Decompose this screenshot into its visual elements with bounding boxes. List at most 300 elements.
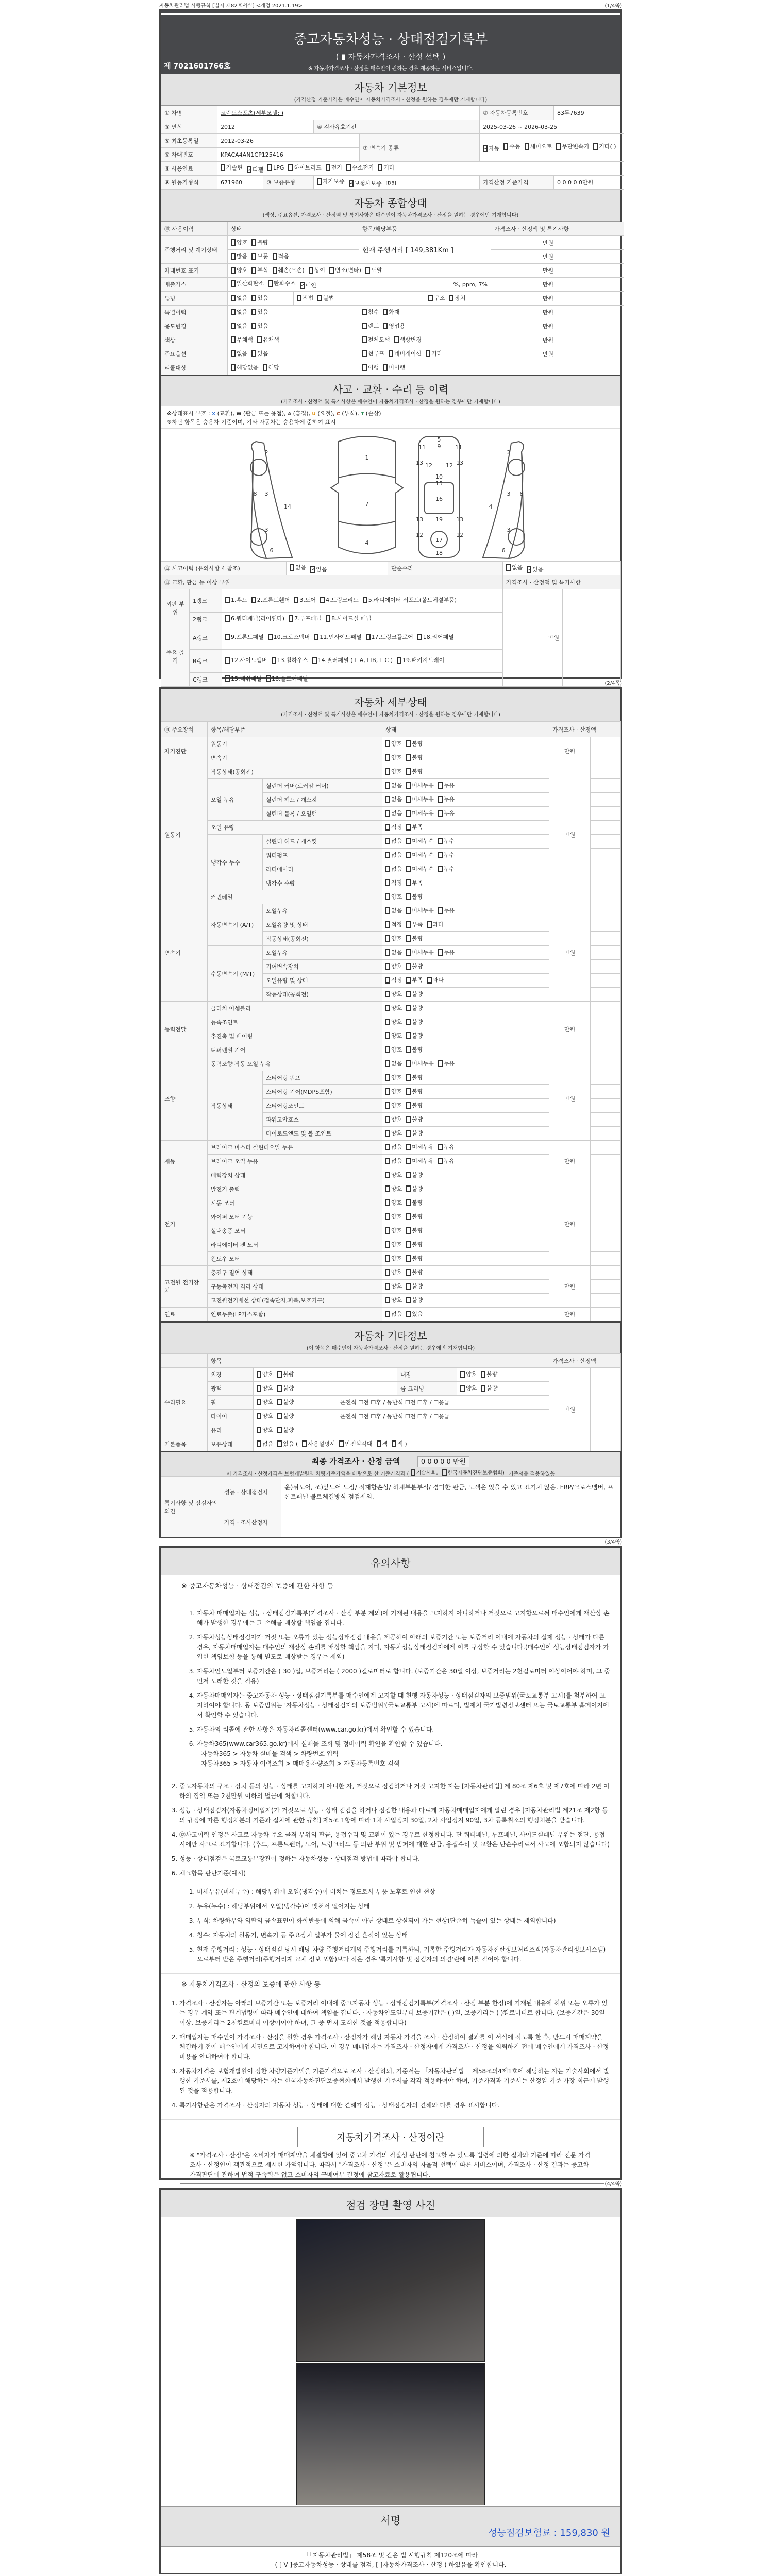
checkbox[interactable] bbox=[442, 1468, 505, 1476]
label: ② 자동차등록번호 bbox=[480, 106, 554, 120]
inspection-photo-lift bbox=[296, 2363, 485, 2505]
checkbox[interactable] bbox=[503, 141, 520, 153]
checkbox[interactable] bbox=[406, 1157, 434, 1165]
checkbox[interactable] bbox=[268, 279, 296, 287]
checkbox[interactable] bbox=[385, 878, 402, 887]
exterior-state bbox=[254, 1368, 397, 1382]
checkbox[interactable] bbox=[225, 674, 262, 683]
checkbox-label: 불량 bbox=[412, 1130, 423, 1137]
checkbox[interactable] bbox=[406, 906, 434, 914]
final-price bbox=[161, 1451, 620, 1476]
checkbox[interactable] bbox=[225, 656, 267, 665]
checkbox[interactable] bbox=[317, 177, 345, 185]
checkbox[interactable] bbox=[406, 837, 434, 845]
diagram-part-number: 11 bbox=[418, 444, 426, 451]
checkbox[interactable] bbox=[385, 1031, 402, 1040]
interior-state bbox=[457, 1368, 549, 1382]
label: 주행거리 및 계기상태 bbox=[161, 236, 228, 264]
checkbox[interactable] bbox=[406, 878, 423, 887]
checkbox[interactable] bbox=[385, 990, 402, 998]
checkbox[interactable] bbox=[231, 252, 247, 260]
checkbox[interactable] bbox=[277, 1370, 294, 1378]
checkbox-label: 양호 bbox=[391, 1241, 402, 1248]
checkbox[interactable] bbox=[406, 767, 423, 775]
checkbox[interactable] bbox=[257, 1439, 273, 1448]
checkbox[interactable] bbox=[225, 633, 264, 641]
checkbox[interactable] bbox=[438, 865, 455, 873]
checkbox[interactable] bbox=[527, 565, 543, 573]
checkbox-label: 누유 bbox=[443, 1158, 455, 1165]
basic-items-held bbox=[257, 1442, 302, 1449]
checkbox[interactable] bbox=[406, 1226, 423, 1234]
other-header bbox=[161, 1321, 620, 1353]
checkbox[interactable] bbox=[385, 1129, 402, 1137]
checkbox[interactable] bbox=[231, 349, 247, 358]
sub-item-label: 작동상태(공회전) bbox=[263, 988, 382, 1002]
diagram-part-number: 4 bbox=[489, 503, 493, 510]
checkbox[interactable] bbox=[251, 238, 268, 246]
checkbox[interactable] bbox=[266, 674, 308, 683]
checkbox[interactable] bbox=[302, 1439, 335, 1448]
checkbox[interactable] bbox=[349, 179, 382, 188]
checkbox[interactable] bbox=[428, 294, 445, 302]
checkbox[interactable] bbox=[297, 294, 313, 302]
checkbox[interactable] bbox=[406, 1018, 423, 1026]
checkbox[interactable] bbox=[263, 363, 279, 371]
checkbox[interactable] bbox=[556, 141, 589, 153]
checkbox[interactable] bbox=[317, 294, 334, 302]
checkbox[interactable] bbox=[406, 1045, 423, 1054]
checkbox[interactable] bbox=[385, 781, 402, 789]
checkbox[interactable] bbox=[406, 753, 423, 761]
section-subtitle: (이 항목은 매수인이 자동차가격조사 · 산정을 원하는 경우에만 기재합니다) bbox=[306, 1346, 475, 1351]
checkbox[interactable] bbox=[272, 656, 308, 665]
checkbox[interactable] bbox=[406, 948, 434, 956]
checkbox[interactable] bbox=[378, 163, 394, 172]
checkbox-label: 일산화탄소 bbox=[237, 280, 264, 287]
checkbox[interactable] bbox=[392, 1439, 407, 1448]
item-label: 시동 모터 bbox=[208, 1196, 382, 1210]
item-state bbox=[382, 1057, 549, 1071]
checkbox[interactable] bbox=[483, 143, 499, 155]
checkbox[interactable] bbox=[385, 865, 402, 873]
checkbox[interactable] bbox=[383, 308, 399, 316]
checkbox[interactable] bbox=[277, 1439, 298, 1448]
checkbox-label: 불량 bbox=[486, 1385, 498, 1392]
checkbox[interactable] bbox=[329, 266, 361, 274]
checkbox[interactable] bbox=[481, 1384, 497, 1392]
rank-items bbox=[222, 650, 503, 673]
section-subtitle: (가격조사 · 산정액 및 특기사항은 매수인이 자동차가격조사 · 산정을 원하는 경우에만 기재합니다) bbox=[281, 399, 500, 405]
checkbox[interactable] bbox=[481, 1370, 497, 1378]
checkbox[interactable] bbox=[326, 614, 372, 623]
checkbox[interactable] bbox=[247, 165, 263, 174]
checkbox[interactable] bbox=[362, 308, 379, 316]
checkbox[interactable] bbox=[385, 1143, 402, 1151]
checkbox-label: 영업용 bbox=[389, 323, 406, 330]
checkbox[interactable] bbox=[385, 1198, 402, 1207]
checkbox[interactable] bbox=[273, 266, 305, 274]
checkbox[interactable] bbox=[251, 349, 268, 358]
checkbox[interactable] bbox=[406, 934, 423, 942]
checkbox[interactable] bbox=[385, 1184, 402, 1193]
checkbox-label: 수동 bbox=[509, 143, 520, 150]
checkbox[interactable] bbox=[406, 739, 423, 748]
checkbox[interactable] bbox=[385, 906, 402, 914]
checkbox[interactable] bbox=[406, 1184, 423, 1193]
checkbox[interactable] bbox=[290, 563, 306, 571]
checkbox[interactable] bbox=[362, 363, 379, 371]
checkbox[interactable] bbox=[411, 1468, 438, 1476]
checkbox[interactable] bbox=[406, 1087, 423, 1095]
checkbox[interactable] bbox=[251, 294, 268, 302]
registration-number: 83두7639 bbox=[554, 106, 624, 120]
checkbox[interactable] bbox=[231, 238, 247, 246]
tuning bbox=[228, 292, 294, 306]
checkbox-label: 9.프론트패널 bbox=[231, 634, 264, 640]
checkbox[interactable] bbox=[385, 1268, 402, 1276]
checkbox[interactable] bbox=[406, 1143, 434, 1151]
checkbox[interactable] bbox=[406, 1031, 423, 1040]
checkbox-label: 17.트렁크플로어 bbox=[371, 634, 413, 640]
checkbox-label: 양호 bbox=[262, 1371, 274, 1378]
checkbox[interactable] bbox=[251, 266, 268, 274]
checkbox[interactable] bbox=[385, 739, 402, 748]
checkbox[interactable] bbox=[377, 1439, 388, 1448]
checkbox[interactable] bbox=[406, 1254, 423, 1262]
checkbox[interactable] bbox=[326, 163, 342, 172]
sub-item-label: 오일누유 bbox=[263, 904, 382, 918]
checkbox[interactable] bbox=[231, 363, 259, 371]
item-state bbox=[382, 1071, 549, 1085]
column-header: 상태 bbox=[228, 222, 359, 236]
checkbox[interactable] bbox=[251, 321, 268, 330]
checkbox-label: 12.사이드멤버 bbox=[231, 657, 267, 664]
checkbox[interactable] bbox=[427, 976, 444, 984]
list-item: 2. 누유(누수) : 해당부위에서 오일(냉각수)이 맺혀서 떨어지는 상태 bbox=[197, 1902, 610, 1911]
checkbox[interactable] bbox=[385, 1254, 402, 1262]
checkbox[interactable] bbox=[438, 809, 455, 817]
checkbox[interactable] bbox=[406, 865, 434, 873]
checkbox[interactable] bbox=[257, 1426, 273, 1434]
checkbox[interactable] bbox=[310, 565, 327, 573]
checkbox[interactable] bbox=[406, 1310, 423, 1318]
checkbox[interactable] bbox=[277, 1426, 294, 1434]
checkbox[interactable] bbox=[363, 596, 457, 604]
vin: KPACA4AN1CP125416 bbox=[217, 148, 360, 162]
checkbox[interactable] bbox=[385, 1101, 402, 1109]
checkbox[interactable] bbox=[406, 851, 434, 859]
checkbox[interactable] bbox=[449, 294, 465, 302]
photos-header bbox=[161, 2190, 620, 2217]
checkbox[interactable] bbox=[406, 823, 423, 831]
checkbox-label: 누수 bbox=[443, 852, 455, 859]
item-state bbox=[382, 1155, 549, 1168]
label: 외판 부위 bbox=[161, 589, 190, 626]
label: 수리필요 bbox=[161, 1368, 208, 1437]
checkbox[interactable] bbox=[267, 164, 284, 171]
checkbox-label: 불량 bbox=[412, 991, 423, 998]
checkbox-label: 미이행 bbox=[389, 364, 406, 371]
checkbox-label: 적정 bbox=[391, 921, 402, 928]
column-header: ⑪ 사용이력 bbox=[161, 222, 228, 236]
checkbox[interactable] bbox=[362, 321, 379, 330]
sub-item-label: 실린더 헤드 / 개스킷 bbox=[263, 793, 382, 807]
checkbox[interactable] bbox=[385, 795, 402, 803]
item-label: 자동변속기 (A/T) bbox=[208, 904, 263, 946]
checkbox[interactable] bbox=[438, 781, 455, 789]
checkbox[interactable] bbox=[277, 1384, 294, 1392]
checkbox-label: 사용설명서 bbox=[308, 1440, 335, 1448]
checkbox[interactable] bbox=[438, 851, 455, 859]
device-group: 전기 bbox=[161, 1182, 208, 1266]
checkbox-label: 불량 bbox=[283, 1399, 294, 1406]
checkbox-label: 없음 bbox=[391, 907, 402, 914]
checkbox[interactable] bbox=[406, 1101, 423, 1109]
checkbox[interactable] bbox=[406, 781, 434, 789]
checkbox[interactable] bbox=[385, 823, 402, 831]
item-state bbox=[382, 918, 549, 932]
label: 특별이력 bbox=[161, 306, 228, 319]
detail-row bbox=[161, 1002, 621, 1015]
item-state bbox=[382, 1182, 549, 1196]
checkbox[interactable] bbox=[406, 1059, 434, 1067]
checkbox[interactable] bbox=[525, 141, 552, 153]
checkbox[interactable] bbox=[406, 795, 434, 803]
checkbox[interactable] bbox=[460, 1370, 477, 1378]
checkbox[interactable] bbox=[406, 1073, 423, 1081]
checkbox-label: 화재 bbox=[389, 309, 400, 316]
list-item: 4. 자동차매매업자는 중고자동차 성능 · 상태점검기록부를 매수인에게 고지할 때 현행 자동차성능 · 상태점검자의 보증범위(국토교통부 고시)를 첨부하여 고지하여야 합니다. 동 보증범위는 '자동차성능 · 상태점검자의 보증범위'(국토교통부 고시)에 따르며, 법제처 국가법령정보센터 또는 국토교통부 홈페이지에서 확인할 수 있습니다. bbox=[197, 1691, 610, 1720]
checkbox[interactable] bbox=[385, 976, 402, 984]
checkbox[interactable] bbox=[460, 1384, 477, 1392]
checkbox[interactable] bbox=[385, 1240, 402, 1248]
checkbox[interactable] bbox=[394, 335, 422, 344]
price-unit: 만원 bbox=[503, 589, 563, 687]
inspection-photo-front bbox=[296, 2219, 485, 2362]
symbol-c: C (부식), bbox=[337, 410, 361, 417]
checkbox[interactable] bbox=[406, 976, 423, 984]
checkbox[interactable] bbox=[385, 837, 402, 845]
checkbox[interactable] bbox=[383, 363, 405, 371]
checkbox[interactable] bbox=[438, 948, 455, 956]
symbol-u: U (요철), bbox=[312, 410, 337, 417]
checkbox[interactable] bbox=[312, 656, 393, 665]
checkbox[interactable] bbox=[397, 656, 444, 665]
checkbox-label: 양호 bbox=[391, 740, 402, 748]
checkbox[interactable] bbox=[406, 892, 423, 901]
section-title: 자동차 세부상태 bbox=[354, 696, 427, 708]
special-history-kind bbox=[359, 306, 491, 319]
checkbox[interactable] bbox=[438, 906, 455, 914]
checkbox[interactable] bbox=[385, 1282, 402, 1290]
checkbox-label: 보통 bbox=[257, 253, 268, 260]
checkbox[interactable] bbox=[438, 1059, 455, 1067]
checkbox[interactable] bbox=[314, 633, 361, 641]
checkbox[interactable] bbox=[273, 252, 289, 260]
checkbox[interactable] bbox=[406, 1268, 423, 1276]
checkbox[interactable] bbox=[406, 1282, 423, 1290]
checkbox[interactable] bbox=[385, 1157, 402, 1165]
form-caption: 자동차관리법 시행규칙 [별지 제82호서식] <개정 2021.1.19> bbox=[159, 3, 303, 9]
checkbox[interactable] bbox=[385, 1073, 402, 1081]
checkbox[interactable] bbox=[257, 1384, 273, 1392]
checkbox[interactable] bbox=[385, 948, 402, 956]
checkbox[interactable] bbox=[385, 851, 402, 859]
checkbox[interactable] bbox=[385, 767, 402, 775]
checkbox[interactable] bbox=[406, 962, 423, 970]
checkbox[interactable] bbox=[231, 308, 247, 316]
checkbox[interactable] bbox=[289, 614, 322, 623]
checkbox[interactable] bbox=[385, 1004, 402, 1012]
label: 외장 bbox=[208, 1368, 254, 1382]
checkbox[interactable] bbox=[385, 962, 402, 970]
checkbox[interactable] bbox=[593, 141, 616, 153]
checkbox[interactable] bbox=[257, 1370, 273, 1378]
checkbox[interactable] bbox=[385, 892, 402, 901]
checkbox[interactable] bbox=[438, 1157, 455, 1165]
page-number: (3/4쪽) bbox=[604, 1539, 622, 1545]
checkbox[interactable] bbox=[365, 266, 382, 274]
checkbox[interactable] bbox=[427, 920, 444, 928]
checkbox[interactable] bbox=[406, 1212, 423, 1221]
checkbox[interactable] bbox=[225, 614, 284, 623]
item-state bbox=[382, 1099, 549, 1113]
diagram-part-number: 12 bbox=[456, 532, 463, 538]
checkbox[interactable] bbox=[251, 596, 290, 604]
checkbox[interactable] bbox=[385, 1045, 402, 1054]
checkbox[interactable] bbox=[385, 1115, 402, 1123]
detail-row bbox=[161, 1266, 621, 1280]
item-state bbox=[382, 1224, 549, 1238]
price-unit: 만원 bbox=[491, 250, 557, 264]
checkbox-label: 없음 bbox=[391, 949, 402, 956]
checkbox[interactable] bbox=[389, 349, 422, 358]
checkbox[interactable] bbox=[231, 279, 264, 287]
checkbox[interactable] bbox=[385, 1087, 402, 1095]
checkbox[interactable] bbox=[385, 1059, 402, 1067]
checkbox[interactable] bbox=[385, 1226, 402, 1234]
checkbox[interactable] bbox=[309, 266, 325, 274]
checkbox[interactable] bbox=[294, 596, 316, 604]
checkbox[interactable] bbox=[406, 1115, 423, 1123]
checkbox[interactable] bbox=[406, 1240, 423, 1248]
checkbox[interactable] bbox=[366, 633, 413, 641]
checkbox[interactable] bbox=[406, 1198, 423, 1207]
checkbox-label: 양호 bbox=[237, 239, 248, 246]
checkbox-label: 있음 bbox=[412, 1311, 423, 1318]
checkbox[interactable] bbox=[257, 1398, 273, 1406]
checkbox[interactable] bbox=[231, 266, 247, 274]
checkbox[interactable] bbox=[385, 1018, 402, 1026]
checkbox-label: 안전삼각대 bbox=[345, 1440, 373, 1448]
checkbox[interactable] bbox=[277, 1398, 294, 1406]
checkbox[interactable] bbox=[231, 294, 247, 302]
checkbox-label: 양호 bbox=[391, 1283, 402, 1290]
checkbox[interactable] bbox=[406, 809, 434, 817]
checkbox[interactable] bbox=[257, 1412, 273, 1420]
checkbox-label: 양호 bbox=[391, 1199, 402, 1207]
diagram-part-number: 2 bbox=[264, 449, 268, 456]
checkbox[interactable] bbox=[251, 308, 268, 316]
checkbox[interactable] bbox=[406, 1171, 423, 1179]
checkbox[interactable] bbox=[385, 809, 402, 817]
checkbox[interactable] bbox=[385, 1171, 402, 1179]
checkbox-label: 미세누유 bbox=[412, 796, 434, 803]
price-unit: 만원 bbox=[491, 292, 557, 306]
checkbox[interactable] bbox=[426, 349, 442, 358]
checkbox-label: 없음 bbox=[391, 810, 402, 817]
label: 단순수리 bbox=[388, 562, 503, 575]
checkbox[interactable] bbox=[320, 596, 359, 604]
checkbox[interactable] bbox=[385, 920, 402, 928]
checkbox[interactable] bbox=[231, 321, 247, 330]
checkbox[interactable] bbox=[506, 563, 523, 571]
checkbox[interactable] bbox=[346, 163, 374, 172]
checkbox[interactable] bbox=[406, 990, 423, 998]
recall bbox=[228, 361, 359, 375]
checkbox[interactable] bbox=[257, 335, 279, 344]
checkbox[interactable] bbox=[406, 1129, 423, 1137]
sub-item-label: 라디에이터 bbox=[263, 862, 382, 876]
checkbox[interactable] bbox=[268, 633, 310, 641]
checkbox[interactable] bbox=[362, 349, 384, 358]
checkbox[interactable] bbox=[251, 252, 268, 260]
checkbox[interactable] bbox=[385, 753, 402, 761]
checkbox[interactable] bbox=[385, 934, 402, 942]
checkbox-label: 도말 bbox=[371, 267, 382, 274]
checkbox[interactable] bbox=[221, 163, 243, 172]
checkbox-label: 누수 bbox=[443, 838, 455, 845]
checkbox-label: 누유 bbox=[443, 1144, 455, 1151]
price-unit: 만원 bbox=[549, 1182, 591, 1266]
checkbox[interactable] bbox=[300, 281, 316, 290]
final-price-label: 최종 가격조사 · 산정 금액 bbox=[311, 1456, 400, 1466]
checkbox[interactable] bbox=[438, 795, 455, 803]
column-header: 항목 bbox=[208, 1354, 549, 1368]
checkbox[interactable] bbox=[383, 321, 405, 330]
label: 가격산정 기준가격 bbox=[480, 176, 554, 190]
checkbox[interactable] bbox=[438, 1143, 455, 1151]
checkbox[interactable] bbox=[385, 1310, 402, 1318]
checkbox[interactable] bbox=[406, 1004, 423, 1012]
checkbox[interactable] bbox=[385, 1296, 402, 1304]
checkbox[interactable] bbox=[385, 1212, 402, 1221]
checkbox-label: 15.대쉬패널 bbox=[231, 675, 262, 682]
checkbox[interactable] bbox=[339, 1439, 372, 1448]
checkbox-label: 2.프론트휀더 bbox=[257, 597, 290, 603]
list-item: 3. 부식: 차량하부와 외판의 금속표면이 화학반응에 의해 금속이 아닌 상태로 상실되어 가는 현상(단순히 녹슬어 있는 상태는 제외합니다) bbox=[197, 1916, 610, 1926]
checkbox-label: 불량 bbox=[283, 1427, 294, 1434]
checkbox[interactable] bbox=[438, 837, 455, 845]
price-unit: 만원 bbox=[549, 1266, 591, 1308]
checkbox[interactable] bbox=[417, 633, 454, 641]
confirmation-line: 「「자동차관리법」 제58조 및 같은 법 시행규칙 제120조에 따라 bbox=[303, 2552, 478, 2559]
checkbox[interactable] bbox=[406, 920, 423, 928]
checkbox[interactable] bbox=[225, 596, 247, 604]
checkbox-label: 렌트 bbox=[368, 323, 379, 330]
checkbox[interactable] bbox=[406, 1296, 423, 1304]
checkbox-label: 양호 bbox=[391, 893, 402, 901]
list-item: 3. 자동차인도일부터 보증기간은 ( 30 )일, 보증거리는 ( 2000 )킬로미터로 합니다. (보증기간은 30일 이상, 보증거리는 2천킬로미터 이상이어야 하며, 그 중 먼저 도래한 것을 적용) bbox=[197, 1667, 610, 1686]
checkbox-label: 양호 bbox=[391, 935, 402, 942]
checkbox[interactable] bbox=[231, 335, 253, 344]
checkbox[interactable] bbox=[362, 335, 390, 344]
checkbox-label: 이행 bbox=[368, 364, 379, 371]
checkbox[interactable] bbox=[277, 1412, 294, 1420]
checkbox[interactable] bbox=[288, 163, 321, 172]
checkbox-label: 부족 bbox=[412, 977, 423, 984]
